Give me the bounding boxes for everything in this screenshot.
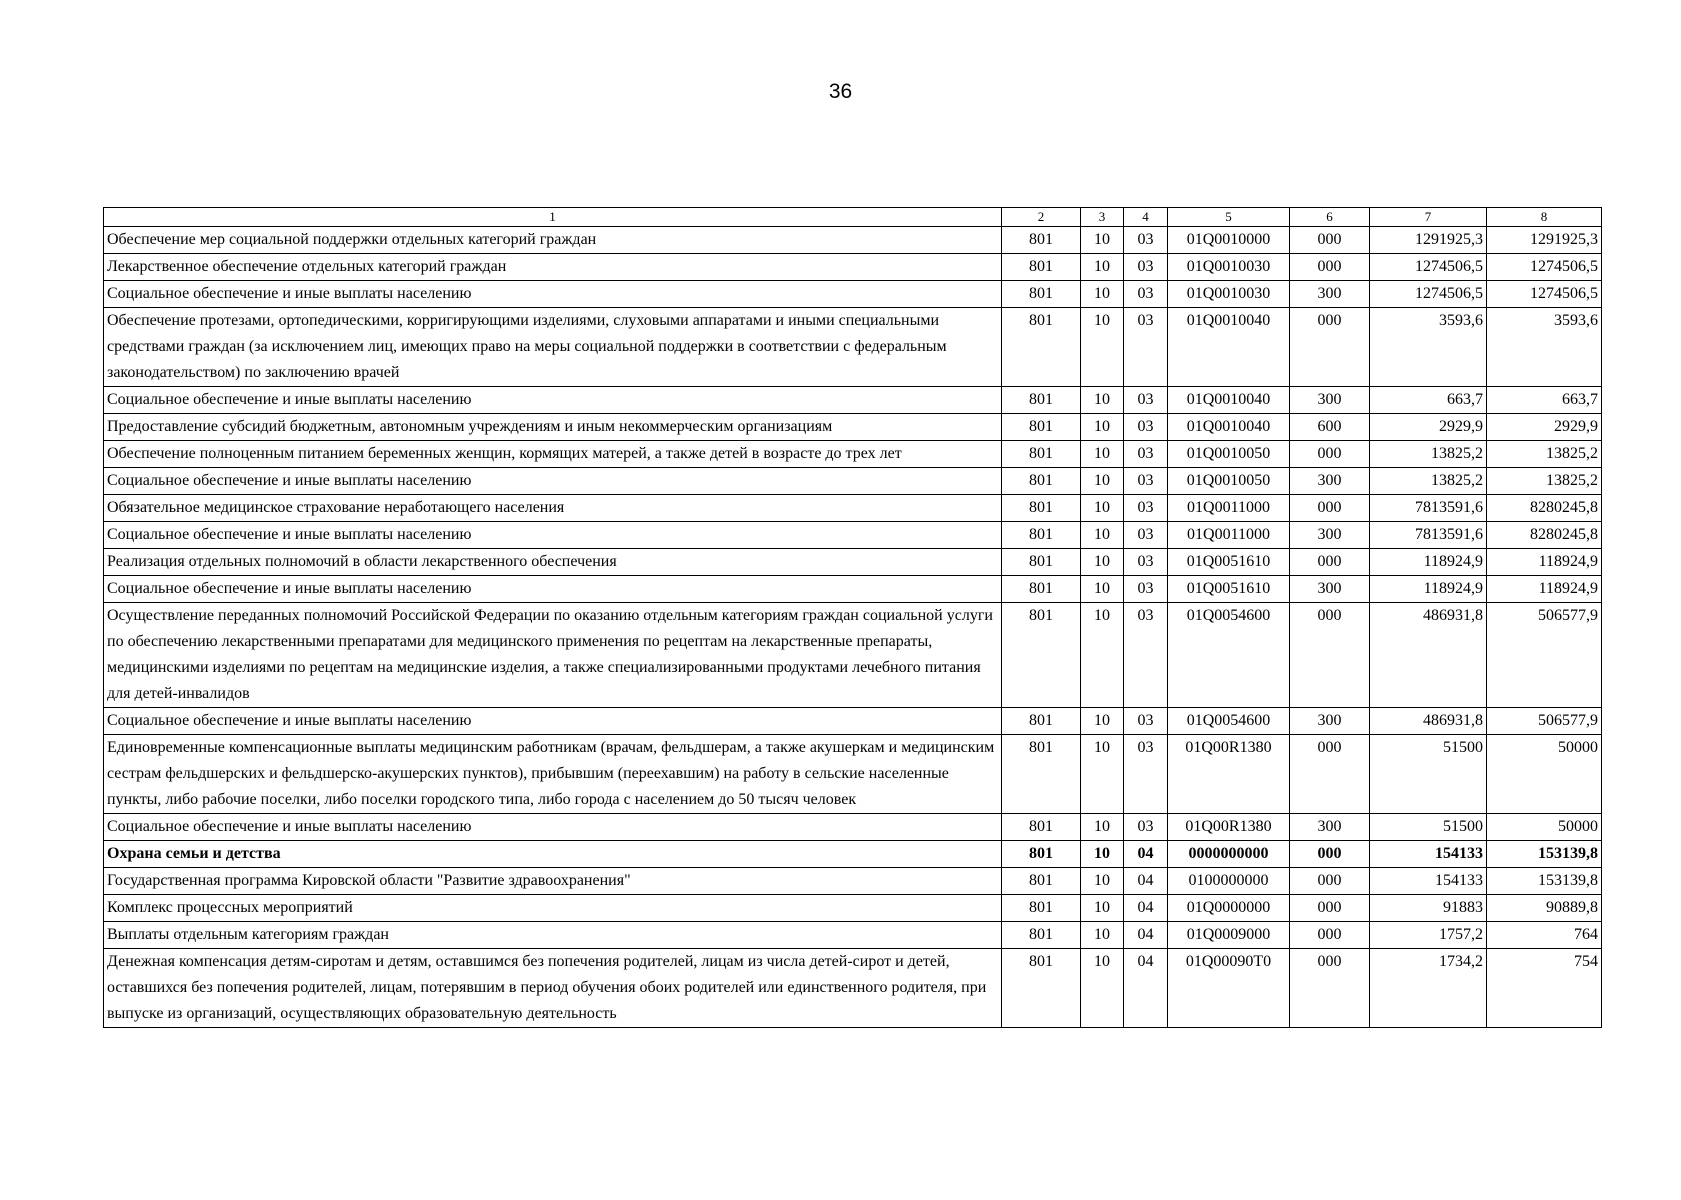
department-code-cell: 801 [1002, 495, 1081, 522]
table-row [104, 735, 1602, 814]
item-name-cell: Предоставление субсидий бюджетным, автономным учреждениям и иным некоммерческим организациям [104, 414, 1002, 441]
expense-type-cell: 000 [1290, 735, 1370, 814]
item-name-cell: Единовременные компенсационные выплаты медицинским работникам (врачам, фельдшерам, а также акушеркам и медицинским сестрам фельдшерских и фельдшерско-акушерских пунктов), прибывшим (переехавшим) на работу в сельские населенные пункты, либо рабочие поселки, либо поселки городского типа, либо города с населением до 50 тысяч человек [104, 735, 1002, 814]
amount-year1-cell: 13825,2 [1370, 441, 1487, 468]
amount-year2-cell: 118924,9 [1487, 549, 1602, 576]
subsection-code-cell: 03 [1124, 603, 1168, 708]
table-row [104, 868, 1602, 895]
target-article-cell: 01Q00R1380 [1168, 735, 1290, 814]
section-code-cell: 10 [1081, 281, 1124, 308]
item-name-cell: Социальное обеспечение и иные выплаты населению [104, 708, 1002, 735]
department-code-cell: 801 [1002, 922, 1081, 949]
section-code-cell: 10 [1081, 603, 1124, 708]
column-header: 2 [1002, 208, 1081, 227]
subsection-code-cell: 03 [1124, 281, 1168, 308]
department-code-cell: 801 [1002, 522, 1081, 549]
amount-year1-cell: 13825,2 [1370, 468, 1487, 495]
expense-type-cell: 300 [1290, 468, 1370, 495]
amount-year2-cell: 153139,8 [1487, 868, 1602, 895]
section-code-cell: 10 [1081, 522, 1124, 549]
item-name-cell: Осуществление переданных полномочий Российской Федерации по оказанию отдельным категориям граждан социальной услуги по обеспечению лекарственными препаратами для медицинского применения по рецептам на лекарственные препараты, медицинскими изделиями по рецептам на медицинские изделия, а также специализированными продуктами лечебного питания для детей-инвалидов [104, 603, 1002, 708]
expense-type-cell: 300 [1290, 387, 1370, 414]
subsection-code-cell: 03 [1124, 254, 1168, 281]
column-header: 8 [1487, 208, 1602, 227]
amount-year2-cell: 1274506,5 [1487, 281, 1602, 308]
table-row [104, 949, 1602, 1028]
item-name-cell: Реализация отдельных полномочий в области лекарственного обеспечения [104, 549, 1002, 576]
item-name-cell: Лекарственное обеспечение отдельных категорий граждан [104, 254, 1002, 281]
table-row [104, 387, 1602, 414]
item-name-cell: Выплаты отдельным категориям граждан [104, 922, 1002, 949]
item-name-cell: Социальное обеспечение и иные выплаты населению [104, 814, 1002, 841]
subsection-code-cell: 03 [1124, 576, 1168, 603]
expense-type-cell: 000 [1290, 308, 1370, 387]
amount-year1-cell: 2929,9 [1370, 414, 1487, 441]
department-code-cell: 801 [1002, 254, 1081, 281]
amount-year2-cell: 8280245,8 [1487, 522, 1602, 549]
section-code-cell: 10 [1081, 387, 1124, 414]
department-code-cell: 801 [1002, 468, 1081, 495]
column-header: 5 [1168, 208, 1290, 227]
column-header: 3 [1081, 208, 1124, 227]
amount-year2-cell: 50000 [1487, 735, 1602, 814]
department-code-cell: 801 [1002, 227, 1081, 254]
column-header: 1 [104, 208, 1002, 227]
department-code-cell: 801 [1002, 414, 1081, 441]
amount-year1-cell: 154133 [1370, 868, 1487, 895]
section-code-cell: 10 [1081, 868, 1124, 895]
section-code-cell: 10 [1081, 441, 1124, 468]
target-article-cell: 01Q0010000 [1168, 227, 1290, 254]
subsection-code-cell: 03 [1124, 495, 1168, 522]
department-code-cell: 801 [1002, 441, 1081, 468]
item-name-cell: Охрана семьи и детства [104, 841, 1002, 868]
section-code-cell: 10 [1081, 414, 1124, 441]
amount-year2-cell: 506577,9 [1487, 603, 1602, 708]
target-article-cell: 01Q0051610 [1168, 549, 1290, 576]
target-article-cell: 01Q0000000 [1168, 895, 1290, 922]
table-row [104, 254, 1602, 281]
item-name-cell: Комплекс процессных мероприятий [104, 895, 1002, 922]
expense-type-cell: 300 [1290, 281, 1370, 308]
amount-year1-cell: 3593,6 [1370, 308, 1487, 387]
expense-type-cell: 300 [1290, 708, 1370, 735]
target-article-cell: 01Q00R1380 [1168, 814, 1290, 841]
item-name-cell: Социальное обеспечение и иные выплаты населению [104, 387, 1002, 414]
section-code-cell: 10 [1081, 814, 1124, 841]
subsection-code-cell: 03 [1124, 522, 1168, 549]
amount-year2-cell: 1274506,5 [1487, 254, 1602, 281]
section-code-cell: 10 [1081, 468, 1124, 495]
target-article-cell: 01Q0010030 [1168, 254, 1290, 281]
department-code-cell: 801 [1002, 549, 1081, 576]
table-row [104, 814, 1602, 841]
subsection-code-cell: 03 [1124, 227, 1168, 254]
amount-year1-cell: 51500 [1370, 735, 1487, 814]
subsection-code-cell: 03 [1124, 814, 1168, 841]
amount-year2-cell: 153139,8 [1487, 841, 1602, 868]
amount-year1-cell: 1291925,3 [1370, 227, 1487, 254]
target-article-cell: 01Q0010030 [1168, 281, 1290, 308]
table-body [104, 227, 1602, 1028]
section-code-cell: 10 [1081, 227, 1124, 254]
amount-year1-cell: 118924,9 [1370, 576, 1487, 603]
expense-type-cell: 000 [1290, 603, 1370, 708]
department-code-cell: 801 [1002, 868, 1081, 895]
amount-year1-cell: 154133 [1370, 841, 1487, 868]
subsection-code-cell: 04 [1124, 922, 1168, 949]
department-code-cell: 801 [1002, 841, 1081, 868]
amount-year1-cell: 486931,8 [1370, 603, 1487, 708]
department-code-cell: 801 [1002, 708, 1081, 735]
item-name-cell: Обеспечение мер социальной поддержки отдельных категорий граждан [104, 227, 1002, 254]
target-article-cell: 01Q0054600 [1168, 603, 1290, 708]
expense-type-cell: 000 [1290, 549, 1370, 576]
subsection-code-cell: 03 [1124, 549, 1168, 576]
target-article-cell: 01Q0009000 [1168, 922, 1290, 949]
item-name-cell: Денежная компенсация детям-сиротам и детям, оставшимся без попечения родителей, лицам из числа детей-сирот и детей, оставшихся без попечения родителей, лицам, потерявшим в период обучения обоих родителей или единственного родителя, при выпуске из организаций, осуществляющих образовательную деятельность [104, 949, 1002, 1028]
table-row [104, 522, 1602, 549]
section-code-cell: 10 [1081, 895, 1124, 922]
item-name-cell: Социальное обеспечение и иные выплаты населению [104, 468, 1002, 495]
item-name-cell: Социальное обеспечение и иные выплаты населению [104, 281, 1002, 308]
expense-type-cell: 000 [1290, 841, 1370, 868]
amount-year2-cell: 8280245,8 [1487, 495, 1602, 522]
table-row [104, 441, 1602, 468]
amount-year1-cell: 51500 [1370, 814, 1487, 841]
amount-year2-cell: 13825,2 [1487, 468, 1602, 495]
table-row [104, 281, 1602, 308]
amount-year2-cell: 3593,6 [1487, 308, 1602, 387]
expense-type-cell: 300 [1290, 814, 1370, 841]
section-code-cell: 10 [1081, 949, 1124, 1028]
subsection-code-cell: 03 [1124, 414, 1168, 441]
amount-year2-cell: 118924,9 [1487, 576, 1602, 603]
item-name-cell: Обязательное медицинское страхование неработающего населения [104, 495, 1002, 522]
target-article-cell: 01Q0010050 [1168, 441, 1290, 468]
amount-year1-cell: 1274506,5 [1370, 281, 1487, 308]
amount-year1-cell: 118924,9 [1370, 549, 1487, 576]
table-row [104, 708, 1602, 735]
target-article-cell: 0000000000 [1168, 841, 1290, 868]
target-article-cell: 01Q0010050 [1168, 468, 1290, 495]
department-code-cell: 801 [1002, 576, 1081, 603]
section-code-cell: 10 [1081, 308, 1124, 387]
section-code-cell: 10 [1081, 841, 1124, 868]
section-code-cell: 10 [1081, 549, 1124, 576]
expense-type-cell: 000 [1290, 495, 1370, 522]
table-row [104, 468, 1602, 495]
department-code-cell: 801 [1002, 387, 1081, 414]
item-name-cell: Государственная программа Кировской области "Развитие здравоохранения" [104, 868, 1002, 895]
section-code-cell: 10 [1081, 576, 1124, 603]
target-article-cell: 01Q0051610 [1168, 576, 1290, 603]
section-code-cell: 10 [1081, 254, 1124, 281]
section-code-cell: 10 [1081, 922, 1124, 949]
subsection-code-cell: 03 [1124, 708, 1168, 735]
table-row [104, 414, 1602, 441]
expense-type-cell: 000 [1290, 895, 1370, 922]
department-code-cell: 801 [1002, 308, 1081, 387]
table-row [104, 603, 1602, 708]
table-row [104, 549, 1602, 576]
table-row [104, 308, 1602, 387]
target-article-cell: 01Q0011000 [1168, 522, 1290, 549]
subsection-code-cell: 04 [1124, 868, 1168, 895]
target-article-cell: 01Q0054600 [1168, 708, 1290, 735]
column-header: 7 [1370, 208, 1487, 227]
table-row [104, 922, 1602, 949]
target-article-cell: 01Q0011000 [1168, 495, 1290, 522]
item-name-cell: Социальное обеспечение и иные выплаты населению [104, 522, 1002, 549]
table-row [104, 495, 1602, 522]
target-article-cell: 01Q0010040 [1168, 414, 1290, 441]
expense-type-cell: 300 [1290, 522, 1370, 549]
subsection-code-cell: 03 [1124, 441, 1168, 468]
target-article-cell: 01Q00090T0 [1168, 949, 1290, 1028]
section-code-cell: 10 [1081, 495, 1124, 522]
amount-year2-cell: 90889,8 [1487, 895, 1602, 922]
amount-year1-cell: 1757,2 [1370, 922, 1487, 949]
subsection-code-cell: 03 [1124, 468, 1168, 495]
page-number: 36 [828, 80, 853, 103]
expense-type-cell: 300 [1290, 576, 1370, 603]
expense-type-cell: 000 [1290, 254, 1370, 281]
expense-type-cell: 600 [1290, 414, 1370, 441]
amount-year1-cell: 91883 [1370, 895, 1487, 922]
department-code-cell: 801 [1002, 895, 1081, 922]
column-header: 4 [1124, 208, 1168, 227]
amount-year2-cell: 764 [1487, 922, 1602, 949]
table-row [104, 576, 1602, 603]
department-code-cell: 801 [1002, 949, 1081, 1028]
target-article-cell: 01Q0010040 [1168, 308, 1290, 387]
department-code-cell: 801 [1002, 814, 1081, 841]
amount-year1-cell: 1734,2 [1370, 949, 1487, 1028]
amount-year2-cell: 754 [1487, 949, 1602, 1028]
item-name-cell: Обеспечение полноценным питанием беременных женщин, кормящих матерей, а также детей в возрасте до трех лет [104, 441, 1002, 468]
subsection-code-cell: 04 [1124, 895, 1168, 922]
item-name-cell: Социальное обеспечение и иные выплаты населению [104, 576, 1002, 603]
target-article-cell: 0100000000 [1168, 868, 1290, 895]
amount-year1-cell: 1274506,5 [1370, 254, 1487, 281]
expense-type-cell: 000 [1290, 868, 1370, 895]
budget-table [103, 207, 1602, 1028]
amount-year1-cell: 486931,8 [1370, 708, 1487, 735]
amount-year2-cell: 663,7 [1487, 387, 1602, 414]
department-code-cell: 801 [1002, 603, 1081, 708]
subsection-code-cell: 04 [1124, 841, 1168, 868]
amount-year2-cell: 1291925,3 [1487, 227, 1602, 254]
target-article-cell: 01Q0010040 [1168, 387, 1290, 414]
amount-year1-cell: 7813591,6 [1370, 495, 1487, 522]
expense-type-cell: 000 [1290, 441, 1370, 468]
table-row [104, 227, 1602, 254]
amount-year2-cell: 506577,9 [1487, 708, 1602, 735]
item-name-cell: Обеспечение протезами, ортопедическими, корригирующими изделиями, слуховыми аппаратами и иными специальными средствами граждан (за исключением лиц, имеющих право на меры социальной поддержки в соответствии с федеральным законодательством) по заключению врачей [104, 308, 1002, 387]
expense-type-cell: 000 [1290, 227, 1370, 254]
table-row [104, 895, 1602, 922]
amount-year2-cell: 50000 [1487, 814, 1602, 841]
amount-year1-cell: 7813591,6 [1370, 522, 1487, 549]
expense-type-cell: 000 [1290, 949, 1370, 1028]
column-header: 6 [1290, 208, 1370, 227]
section-code-cell: 10 [1081, 735, 1124, 814]
section-code-cell: 10 [1081, 708, 1124, 735]
subsection-code-cell: 03 [1124, 387, 1168, 414]
department-code-cell: 801 [1002, 735, 1081, 814]
table-header-row [104, 208, 1602, 227]
subsection-code-cell: 03 [1124, 735, 1168, 814]
subsection-code-cell: 03 [1124, 308, 1168, 387]
expense-type-cell: 000 [1290, 922, 1370, 949]
amount-year1-cell: 663,7 [1370, 387, 1487, 414]
amount-year2-cell: 2929,9 [1487, 414, 1602, 441]
table-row [104, 841, 1602, 868]
department-code-cell: 801 [1002, 281, 1081, 308]
subsection-code-cell: 04 [1124, 949, 1168, 1028]
amount-year2-cell: 13825,2 [1487, 441, 1602, 468]
